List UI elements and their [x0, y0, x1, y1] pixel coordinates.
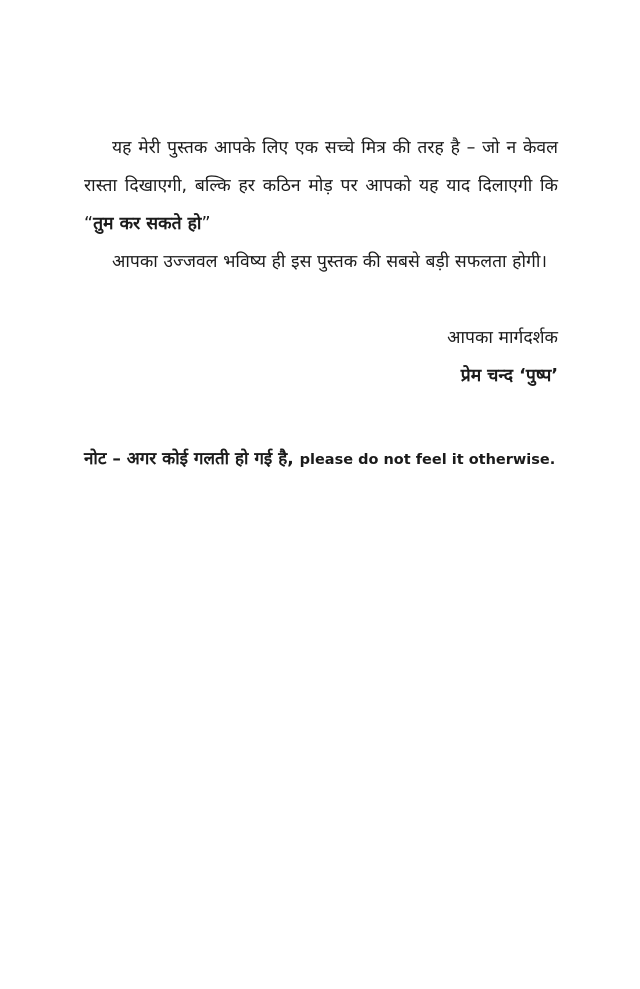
note-english-text: please do not feel it otherwise.: [299, 452, 556, 468]
paragraph-friend-message: [84, 129, 558, 243]
note-line: [84, 442, 584, 477]
paragraph-2-text: आपका उज्जवल भविष्य ही इस पुस्तक की सबसे बड़ी सफलता होगी।: [112, 252, 547, 272]
paragraph-1-lead-text: यह मेरी पुस्तक आपके लिए एक सच्चे मित्र की तरह है – जो न केवल रास्ता दिखाएगी, बल्कि हर कठिन मोड़ पर आपको यह याद दिलाएगी कि: [84, 138, 558, 196]
emphasis-you-can-do-it: तुम कर सकते हो: [93, 214, 202, 234]
signature-name: प्रेम चन्द ‘पुष्प’: [460, 366, 558, 386]
close-quote: ”: [201, 214, 211, 234]
signature-role: आपका मार्गदर्शक: [447, 328, 558, 348]
note-hindi-text: नोट – अगर कोई गलती हो गई है,: [84, 449, 300, 469]
open-quote: “: [84, 214, 94, 234]
paragraph-future-success: [84, 243, 558, 281]
